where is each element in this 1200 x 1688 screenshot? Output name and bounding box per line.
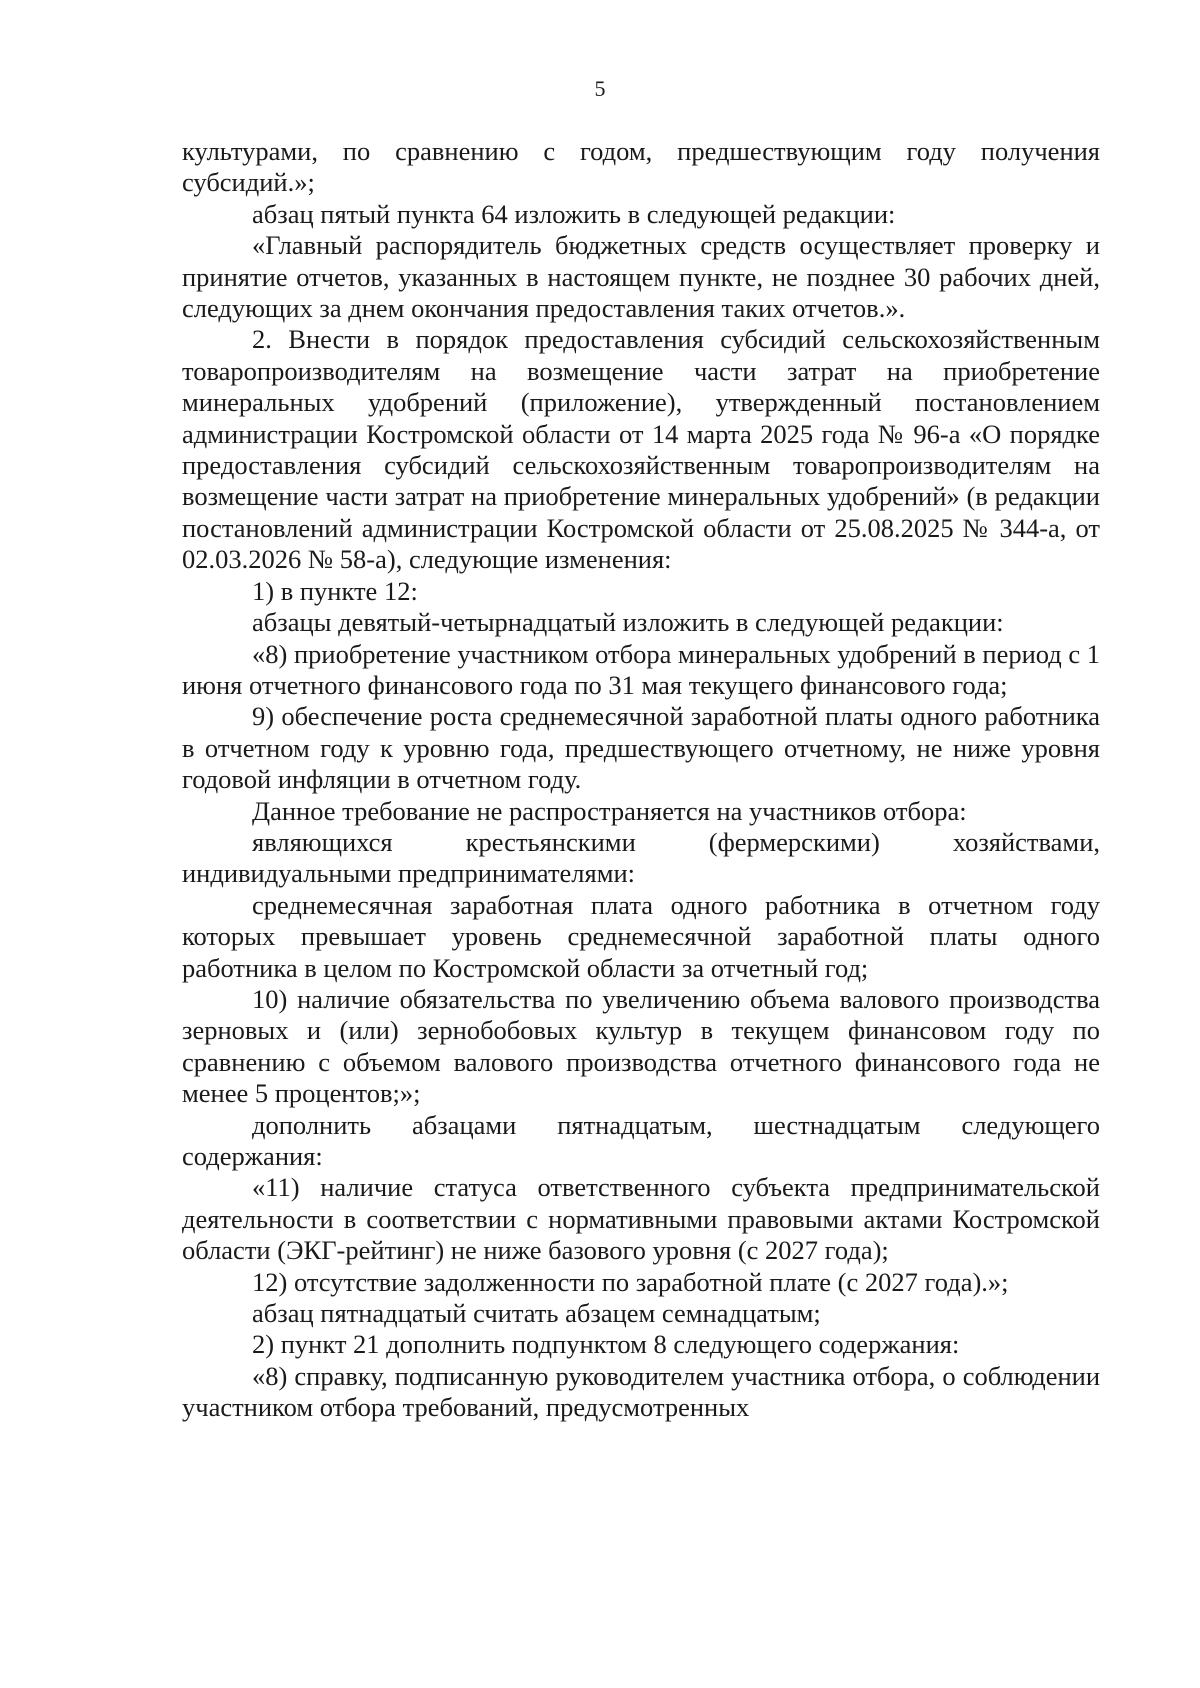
paragraph: 12) отсутствие задолженности по заработной плате (с 2027 года).»; (252, 1266, 1009, 1297)
paragraph: 10) наличие обязательства по увеличению объема валового производства зерновых и (или) зернобобовых культур в текущем финансовом году по сравнению с объемом валового производства отчетного финансового года не менее 5 процентов;»; (182, 983, 1100, 1109)
paragraph: 9) обеспечение роста среднемесячной заработной платы одного работника в отчетном году к уровню года, предшествующего отчетному, не ниже уровня годовой инфляции в отчетном году. (182, 701, 1100, 795)
paragraph: «8) приобретение участником отбора минеральных удобрений в период с 1 июня отчетного финансового года по 31 мая текущего финансового года; (182, 638, 1100, 700)
paragraph: «Главный распорядитель бюджетных средств осуществляет проверку и принятие отчетов, указанных в настоящем пункте, не позднее 30 рабочих дней, следующих за днем окончания предоставления таких отчетов.». (182, 230, 1100, 324)
paragraph: 2. Внести в порядок предоставления субсидий сельскохозяйственным товаропроизводителям на возмещение части затрат на приобретение минеральных удобрений (приложение), утвержденный постановлением администрации Костромской области от 14 марта 2025 года № 96-а «О порядке предоставления субсидий сельскохозяйственным товаропроизводителям на возмещение части затрат на приобретение минеральных удобрений» (в редакции постановлений администрации Костромской области от 25.08.2025 № 344-а, от 02.03.2026 № 58-а), следующие изменения: (182, 324, 1100, 575)
paragraph: абзац пятый пункта 64 изложить в следующей редакции: (252, 198, 896, 229)
paragraph: 2) пункт 21 дополнить подпунктом 8 следующего содержания: (252, 1329, 960, 1360)
paragraph: среднемесячная заработная плата одного работника в отчетном году которых превышает уровень среднемесячной заработной платы одного работника в целом по Костромской области за отчетный год; (182, 889, 1100, 983)
paragraph: «11) наличие статуса ответственного субъекта предпринимательской деятельности в соответствии с нормативными правовыми актами Костромской области (ЭКГ-рейтинг) не ниже базового уровня (с 2027 года); (182, 1172, 1100, 1266)
paragraph: «8) справку, подписанную руководителем участника отбора, о соблюдении участником отбора требований, предусмотренных (182, 1360, 1100, 1423)
paragraph: дополнить абзацами пятнадцатым, шестнадцатым следующего содержания: (182, 1109, 1100, 1171)
paragraph: абзацы девятый-четырнадцатый изложить в следующей редакции: (252, 607, 1004, 638)
paragraph: абзац пятнадцатый считать абзацем семнадцатым; (252, 1298, 821, 1329)
document-body (182, 136, 1100, 1424)
paragraph: Данное требование не распространяется на участников отбора: (252, 795, 967, 826)
paragraph: являющихся крестьянскими (фермерскими) хозяйствами, индивидуальными предпринимателями: (182, 826, 1100, 889)
paragraph: 1) в пункте 12: (252, 575, 418, 606)
page-number: 5 (594, 76, 606, 101)
paragraph: культурами, по сравнению с годом, предшествующим году получения субсидий.»; (182, 136, 1100, 198)
